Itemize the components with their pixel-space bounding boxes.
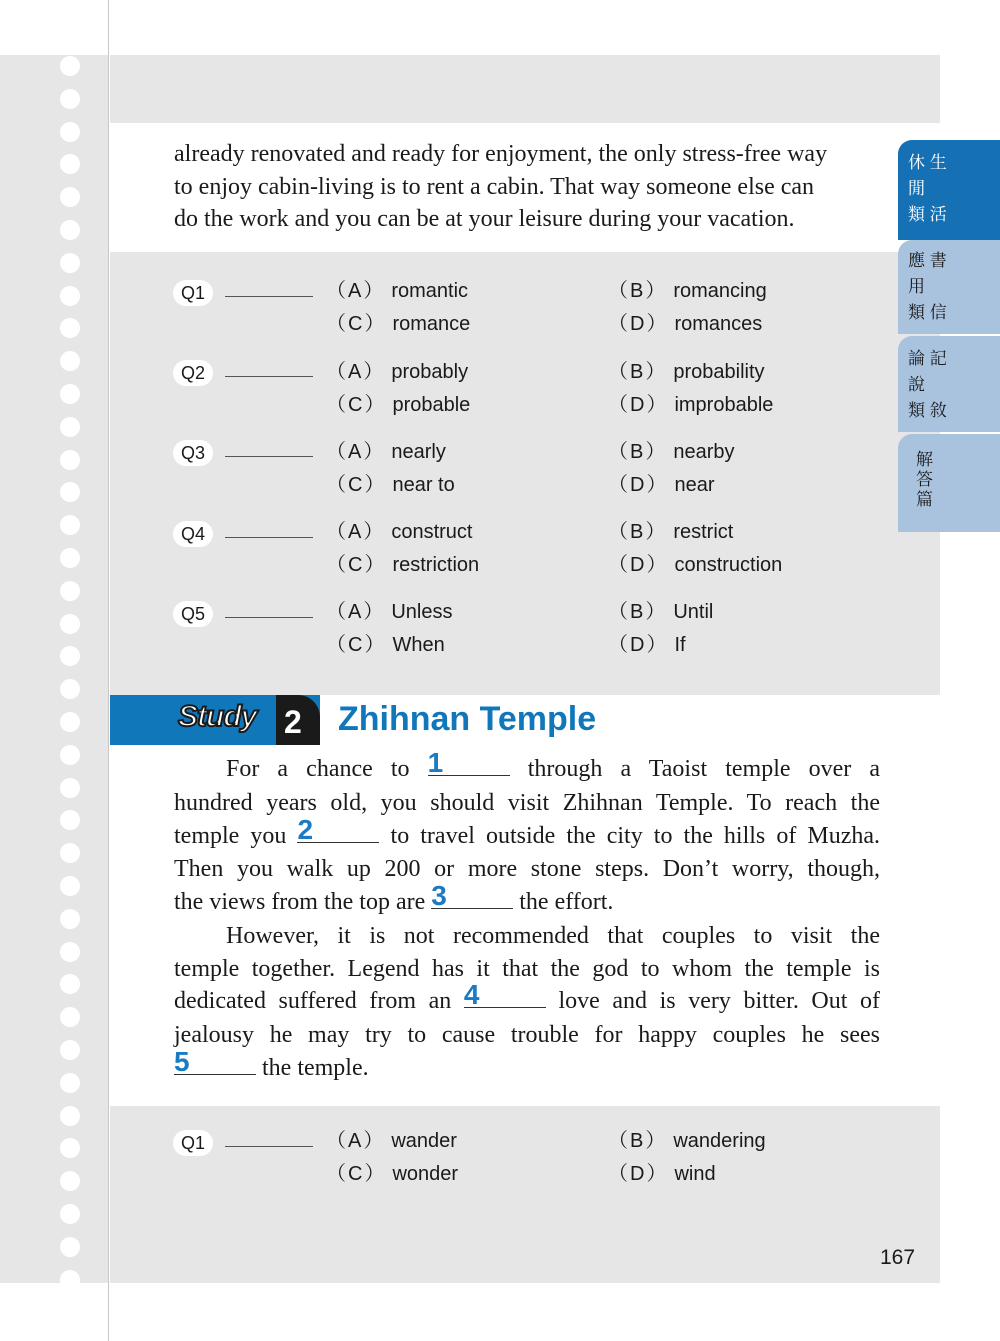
question-label: Q2: [173, 360, 213, 386]
binder-hole: [60, 1204, 80, 1224]
option-a[interactable]: （A） Unless: [326, 601, 453, 623]
binder-hole: [60, 810, 80, 830]
blank-5[interactable]: 5: [174, 1054, 256, 1075]
answer-blank[interactable]: [225, 296, 313, 297]
binder-hole: [60, 548, 80, 568]
option-d[interactable]: （D） If: [608, 634, 686, 656]
passage-line: Then you walk up 200 or more stone steps. Don’t worry, though,: [174, 856, 880, 882]
question-label: Q5: [173, 601, 213, 627]
passage-line: For a chance to 1 through a Taoist temple over a: [226, 747, 880, 782]
question-band-2: [110, 1106, 940, 1283]
option-d[interactable]: （D） romances: [608, 313, 763, 335]
intro-line: to enjoy cabin-living is to rent a cabin. That way someone else can: [174, 173, 815, 200]
passage-line: jealousy he may try to cause trouble for happy couples he sees: [174, 1022, 880, 1048]
passage-line: temple together. Legend has it that the god to whom the temple is: [174, 956, 880, 982]
binder-hole: [60, 220, 80, 240]
intro-line: do the work and you can be at your leisure during your vacation.: [174, 206, 795, 232]
answer-blank[interactable]: [225, 376, 313, 377]
page-number: 167: [880, 1246, 916, 1269]
passage-line: temple you 2 to travel outside the city to the hills of Muzha.: [174, 814, 881, 849]
option-c[interactable]: （C） restriction: [326, 554, 480, 576]
blank-1[interactable]: 1: [428, 755, 510, 776]
binder-hole: [60, 646, 80, 666]
binder-hole: [60, 614, 80, 634]
binder-spine: [0, 55, 108, 1283]
binder-hole: [60, 450, 80, 470]
passage-line: hundred years old, you should visit Zhihnan Temple. To reach the: [174, 790, 880, 816]
blank-4[interactable]: 4: [464, 987, 546, 1008]
binder-hole: [60, 745, 80, 765]
binder-hole: [60, 1270, 80, 1290]
answer-blank[interactable]: [225, 537, 313, 538]
option-a[interactable]: （A） probably: [326, 361, 469, 383]
question-label: Q1: [173, 280, 213, 306]
study-label: Study: [178, 700, 257, 733]
binder-hole: [60, 1171, 80, 1191]
binder-hole: [60, 712, 80, 732]
question-label: Q3: [173, 440, 213, 466]
binder-hole: [60, 974, 80, 994]
binder-hole: [60, 318, 80, 338]
binder-hole: [60, 778, 80, 798]
binder-hole: [60, 286, 80, 306]
option-c[interactable]: （C） romance: [326, 313, 471, 335]
passage-line: dedicated suffered from an 4 love and is very bitter. Out of: [174, 979, 881, 1014]
side-tab-essays[interactable]: 論 記 說 類 敘: [898, 336, 1000, 432]
binder-hole: [60, 417, 80, 437]
option-c[interactable]: （C） When: [326, 634, 445, 656]
option-b[interactable]: （B） wandering: [608, 1130, 766, 1152]
binder-hole: [60, 56, 80, 76]
binder-hole: [60, 351, 80, 371]
intro-line: already renovated and ready for enjoyment, the only stress-free way: [174, 141, 828, 167]
binder-hole: [60, 679, 80, 699]
binder-hole: [60, 482, 80, 502]
binder-hole: [60, 581, 80, 601]
passage-line: the views from the top are 3 the effort.: [174, 880, 614, 915]
answer-blank[interactable]: [225, 456, 313, 457]
binder-hole: [60, 843, 80, 863]
binder-hole: [60, 187, 80, 207]
binder-hole: [60, 909, 80, 929]
binder-hole: [60, 122, 80, 142]
question-label: Q4: [173, 521, 213, 547]
option-b[interactable]: （B） nearby: [608, 441, 735, 463]
option-b[interactable]: （B） restrict: [608, 521, 734, 543]
binder-edge-line: [108, 0, 109, 1341]
study-title: Zhihnan Temple: [338, 700, 597, 738]
binder-hole: [60, 89, 80, 109]
option-b[interactable]: （B） romancing: [608, 280, 767, 302]
binder-hole: [60, 1237, 80, 1257]
binder-hole: [60, 1007, 80, 1027]
option-d[interactable]: （D） improbable: [608, 394, 774, 416]
top-gray-band: [110, 55, 940, 123]
option-b[interactable]: （B） probability: [608, 361, 765, 383]
blank-2[interactable]: 2: [297, 822, 379, 843]
binder-hole: [60, 1106, 80, 1126]
binder-hole: [60, 1138, 80, 1158]
question-label: Q1: [173, 1130, 213, 1156]
option-c[interactable]: （C） wonder: [326, 1163, 459, 1185]
binder-hole: [60, 515, 80, 535]
question-band-1: [110, 252, 940, 695]
option-a[interactable]: （A） construct: [326, 521, 473, 543]
option-a[interactable]: （A） wander: [326, 1130, 457, 1152]
side-tab-answers[interactable]: 解 答 篇: [898, 434, 1000, 532]
answer-blank[interactable]: [225, 617, 313, 618]
intro-paragraph: [174, 138, 880, 236]
passage-line: However, it is not recommended that couples to visit the: [226, 923, 880, 949]
option-a[interactable]: （A） nearly: [326, 441, 446, 463]
binder-hole: [60, 154, 80, 174]
binder-hole: [60, 1040, 80, 1060]
binder-hole: [60, 384, 80, 404]
side-tab-letters[interactable]: 應 書 用 類 信: [898, 240, 1000, 334]
option-d[interactable]: （D） near: [608, 474, 715, 496]
blank-3[interactable]: 3: [431, 888, 513, 909]
option-d[interactable]: （D） construction: [608, 554, 783, 576]
binder-hole: [60, 253, 80, 273]
binder-hole: [60, 942, 80, 962]
study-number: 2: [284, 704, 302, 740]
option-a[interactable]: （A） romantic: [326, 280, 469, 302]
option-d[interactable]: （D） wind: [608, 1163, 716, 1185]
option-c[interactable]: （C） near to: [326, 474, 455, 496]
binder-hole: [60, 876, 80, 896]
binder-hole: [60, 1073, 80, 1093]
answer-blank[interactable]: [225, 1146, 313, 1147]
passage-line: 5 the temple.: [174, 1046, 369, 1081]
option-c[interactable]: （C） probable: [326, 394, 471, 416]
side-tab-leisure[interactable]: 休 生 閒 類 活: [898, 140, 1000, 240]
option-b[interactable]: （B） Until: [608, 601, 714, 623]
